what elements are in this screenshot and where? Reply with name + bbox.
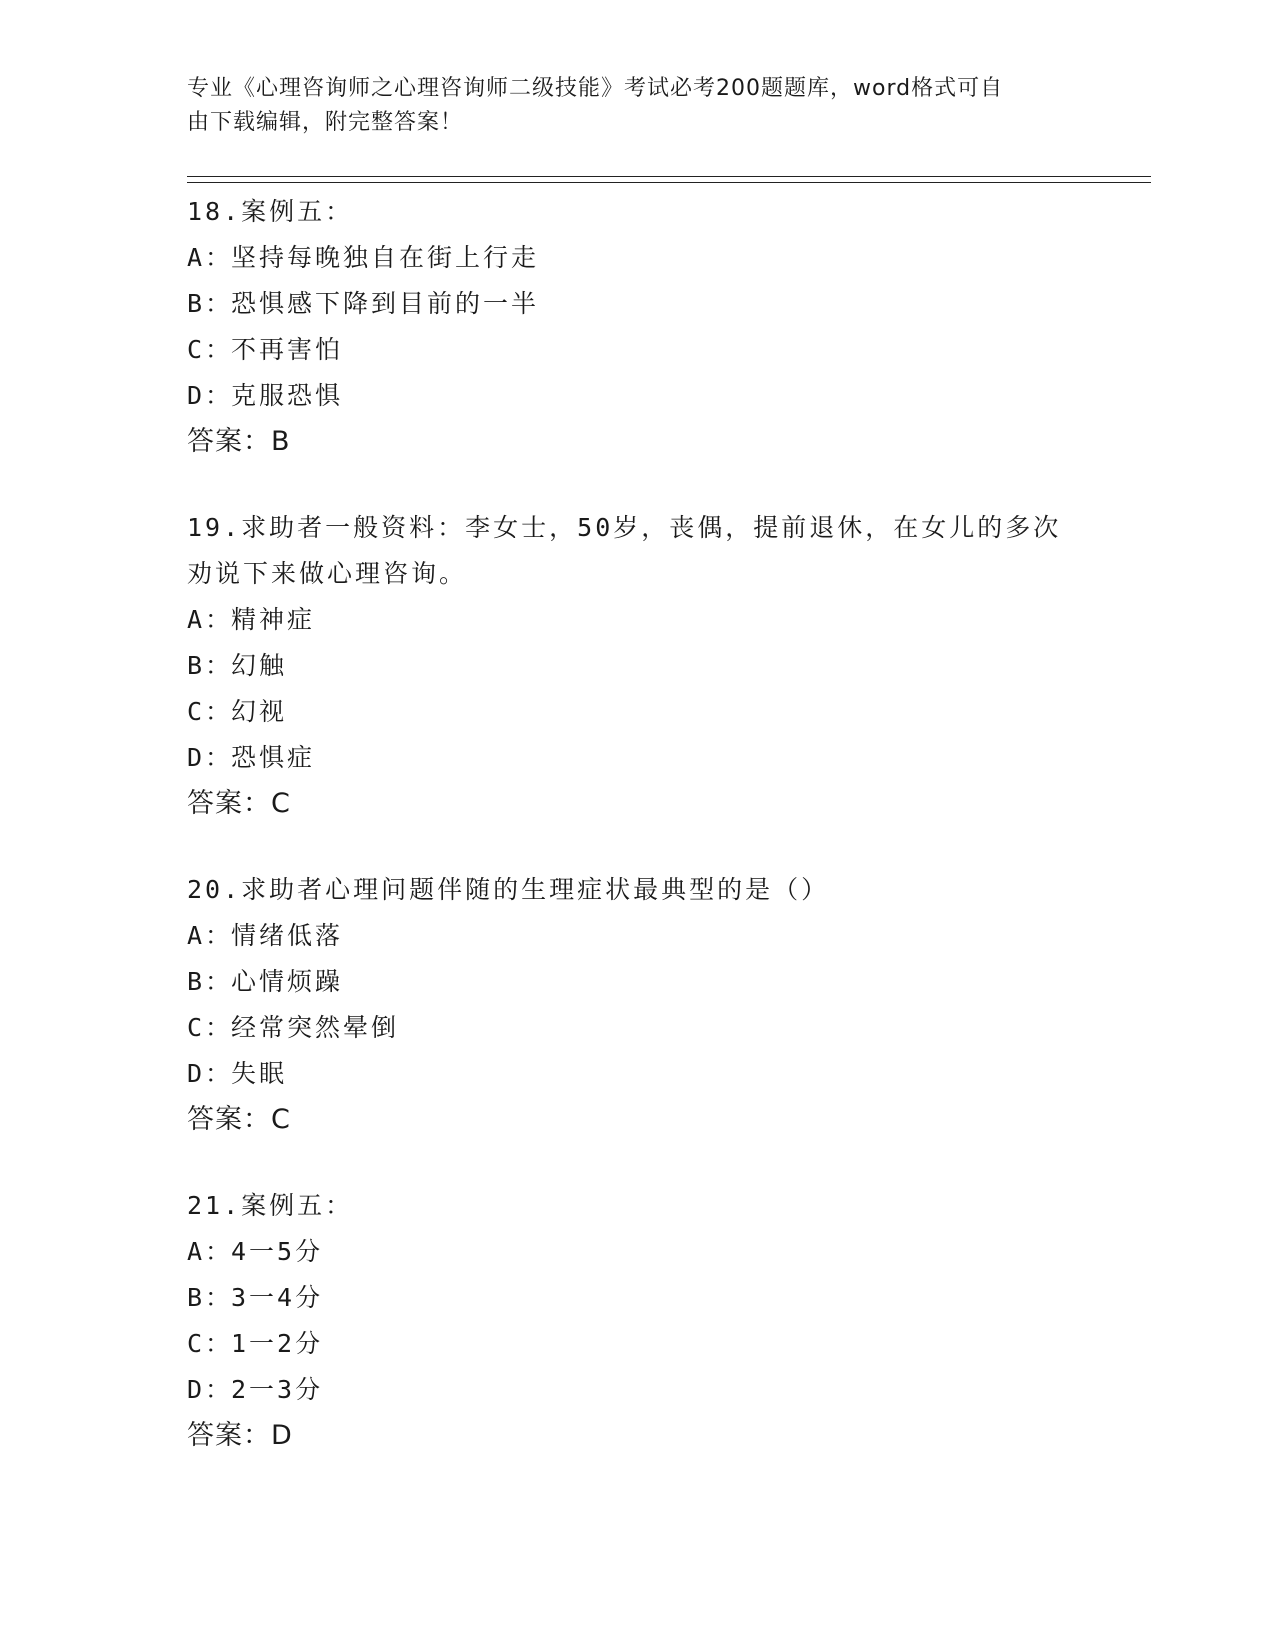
option-text: 恐惧感下降到目前的一半 xyxy=(231,289,540,318)
option-c xyxy=(187,327,1107,373)
option-a xyxy=(187,597,1107,643)
header-line-1: 专业《心理咨询师之心理咨询师二级技能》考试必考200题题库，word格式可自 xyxy=(187,76,1004,101)
option-d xyxy=(187,1367,1107,1413)
option-text: 1一2分 xyxy=(231,1329,324,1358)
option-d xyxy=(187,735,1107,781)
option-d xyxy=(187,373,1107,419)
option-a xyxy=(187,235,1107,281)
question-stem-continued: 劝说下来做心理咨询。 xyxy=(187,559,468,588)
question-number: 19. xyxy=(187,513,242,542)
option-b xyxy=(187,959,1107,1005)
question-stem xyxy=(187,1183,1107,1229)
option-key: C： xyxy=(187,335,234,364)
question-number: 20. xyxy=(187,875,242,904)
option-d xyxy=(187,1051,1107,1097)
option-text: 经常突然晕倒 xyxy=(231,1013,400,1042)
option-key: B： xyxy=(187,289,234,318)
option-key: C： xyxy=(187,1329,234,1358)
option-text: 精神症 xyxy=(231,605,316,634)
question-number: 18. xyxy=(187,197,242,226)
option-key: C： xyxy=(187,697,234,726)
option-c xyxy=(187,1321,1107,1367)
option-text: 4一5分 xyxy=(231,1237,324,1266)
question-list xyxy=(187,189,1107,1499)
option-key: A： xyxy=(187,243,234,272)
option-key: B： xyxy=(187,651,234,680)
option-text: 坚持每晚独自在街上行走 xyxy=(231,243,540,272)
option-key: C： xyxy=(187,1013,234,1042)
question-stem xyxy=(187,189,1107,235)
option-text: 恐惧症 xyxy=(231,743,316,772)
option-key: A： xyxy=(187,921,234,950)
question-stem-line: 求助者心理问题伴随的生理症状最典型的是（） xyxy=(241,875,830,904)
option-b xyxy=(187,643,1107,689)
option-text: 情绪低落 xyxy=(231,921,344,950)
header-divider-bottom xyxy=(187,182,1151,183)
option-text: 失眠 xyxy=(231,1059,288,1088)
header-line-2: 由下载编辑，附完整答案！ xyxy=(187,110,464,135)
question-20 xyxy=(187,867,1107,1143)
question-stem xyxy=(187,505,1107,551)
answer-line: 答案：B xyxy=(187,426,291,457)
option-key: D： xyxy=(187,381,234,410)
option-text: 3一4分 xyxy=(231,1283,324,1312)
option-c xyxy=(187,1005,1107,1051)
document-header xyxy=(187,72,1067,140)
option-key: D： xyxy=(187,1375,234,1404)
question-stem xyxy=(187,867,1107,913)
option-text: 不再害怕 xyxy=(231,335,344,364)
question-stem-line: 求助者一般资料：李女士，50岁，丧偶，提前退休，在女儿的多次 xyxy=(241,513,1062,542)
option-key: A： xyxy=(187,1237,234,1266)
option-text: 幻触 xyxy=(231,651,288,680)
option-a xyxy=(187,1229,1107,1275)
question-19 xyxy=(187,505,1107,827)
option-b xyxy=(187,281,1107,327)
answer-line: 答案：C xyxy=(187,788,291,819)
option-key: D： xyxy=(187,743,234,772)
question-21 xyxy=(187,1183,1107,1459)
option-b xyxy=(187,1275,1107,1321)
option-c xyxy=(187,689,1107,735)
option-key: D： xyxy=(187,1059,234,1088)
option-key: B： xyxy=(187,1283,234,1312)
option-a xyxy=(187,913,1107,959)
question-stem-line: 案例五： xyxy=(241,197,354,226)
answer-line: 答案：D xyxy=(187,1420,293,1451)
question-number: 21. xyxy=(187,1191,242,1220)
question-stem-line: 案例五： xyxy=(241,1191,354,1220)
answer-line: 答案：C xyxy=(187,1104,291,1135)
option-text: 克服恐惧 xyxy=(231,381,344,410)
option-key: B： xyxy=(187,967,234,996)
header-divider-top xyxy=(187,176,1151,177)
option-text: 幻视 xyxy=(231,697,288,726)
option-text: 心情烦躁 xyxy=(231,967,344,996)
option-text: 2一3分 xyxy=(231,1375,324,1404)
option-key: A： xyxy=(187,605,234,634)
question-18 xyxy=(187,189,1107,465)
